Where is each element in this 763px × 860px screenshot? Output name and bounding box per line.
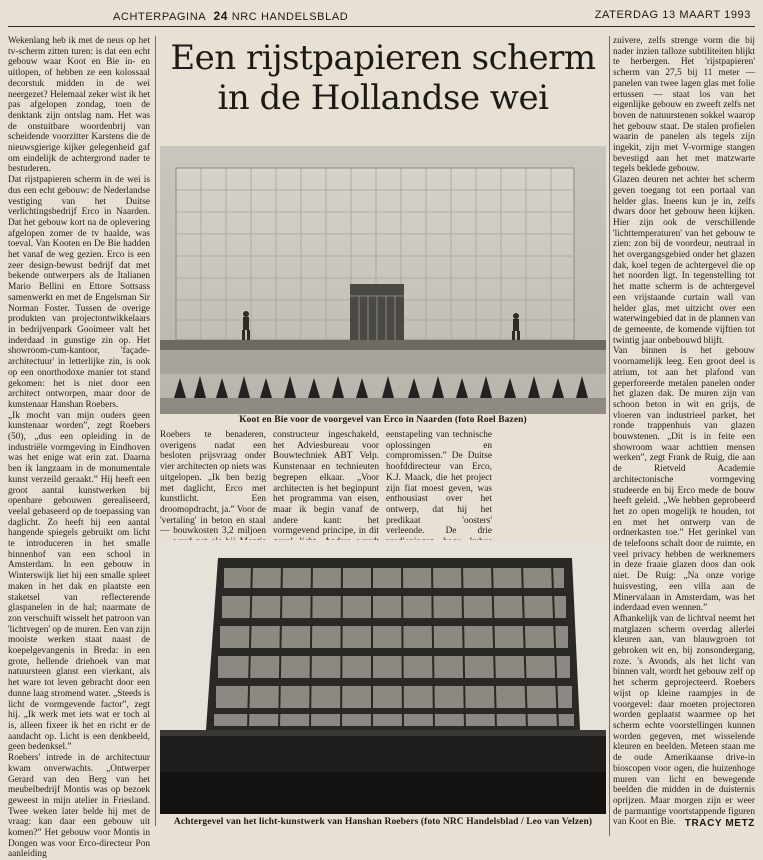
- page-header: [8, 4, 755, 27]
- paragraph: constructeur ingeschakeld, het Adviesbureau voor Bouwtechniek ABT Velp. Kunstenaar en technieuten begrepen elkaar. „Voor architecten is het beginpunt het programma van eisen, maar ik begin vanaf de andere kant: het vormgevend principe, in dit: [273, 430, 379, 537]
- rear-facade-image: [160, 540, 606, 814]
- left-text-column: [8, 36, 150, 860]
- article-headline: Een rijstpapieren scherm in de Hollandse wei: [170, 38, 596, 118]
- paragraph: Wekenlang heb ik met de neus op het tv-scherm zitten turen: is dat een echt gebouw waar Koot en Bie in- en uitlopen, of hebben ze een kolossaal decorstuk midden in de wei neergezet? Helemaal zeker wist ik het pas afgelopen zondag, toen de denktank zijn ontslag nam. Het was de onstuitbare woordenbrij van scheidende voorzitter Karstens die de nieuwsgierige kijker gelegenheid gaf om eindelijk de achtergrond nader te bestuderen.: [8, 36, 150, 175]
- page-number: 24: [213, 9, 229, 23]
- middle-text-column: [386, 430, 492, 538]
- paragraph: eenstapeling van technische oplossingen en compromissen.” De Duitse hoofddirecteur van Erco, K.J. Maack, die het project zijn fiat moest geven, was enthousiast over het ontwerp, dat hij het predikaat 'oosters' verleende. De drie: [386, 430, 492, 537]
- photo-caption-rear: Achtergevel van het licht-kunstwerk van Hanshan Roebers (foto NRC Handelsblad / Leo van Velzen): [173, 817, 593, 827]
- paragraph: Afhankelijk van de lichtval neemt het matglazen scherm overdag allerlei kleuren aan, van blauwgroen tot gebroken wit en, bij zonsondergang, roze. 's Avonds, als het licht van binnen valt, wordt het gebouw zelf op het scherm geprojecteerd. Roebers wijst op kleine raampjes in de voorgevel: daar moeten projectoren worden geplaatst waarmee op het scherm echte voorstellingen kunnen worden gegeven, met wisselende kleuren en beelden. Meteen staan me de oude Amerikaanse drive-in bioscopen voor ogen, die huizenhoge muren van licht en bewegende beelden die midden in de duisternis oprijzen. Maar morgen zijn er weer de parmantige voortstappende figuren van Koot en Bie.: [613, 613, 755, 828]
- photo-caption-front: Koot en Bie voor de voorgevel van Erco in Naarden (foto Roel Bazen): [239, 415, 527, 425]
- paragraph: Dat rijstpapieren scherm in de wei is dus een echt gebouw: de Nederlandse vestiging van het Duitse verlichtingsbedrijf Erco in Naarden. Dat het gebouw kort na de oplevering afgelopen zomer de tv haalde, was toeval. Van Kooten en De Bie hadden het vanaf de weg gezien. Erco is een zeer design-bewust bedrijf dat met bekende ontwerpers als de Italianen Mario Bellini en Ettore Sottsass samenwerkt en met de Engelsman Sir Norman Foster. Tussen de overige produkten van projectontwikkelaars in bedrijvenpark Gooimeer valt het inderdaad in gunstige zin op. Het showroom-cum-kantoor, 'façade-architectuur' in letterlijke zin, is ook op een onorthodoxe manier tot stand gekomen: het is niet door een architect ontworpen, maar door de kunstenaar Hanshan Roebers.: [8, 175, 150, 410]
- right-text-column: [613, 36, 755, 848]
- paragraph: „Ik mocht van mijn ouders geen kunstenaar worden”, zegt Roebers (50), „dus een opleiding in de industriële vormgeving in Eindhoven was het enige wat erin zat. Daarna ben ik langzaam in de monumentale kunst verzeild geraakt.” Hij heeft een groot aantal kunstwerken bij openbare gebouwen gerealiseerd, veelal gebaseerd op de toepassing van daglicht. Zo heeft hij een aantal hangende spiegels gebruikt om licht te introduceren in het smalle binnenhof van een school in Amsterdam. In een gebouw in Winterswijk liet hij een smalle spleet maken in het dak en plaatste een staketsel van reflecterende glaspanelen in de hal; naarmate de zon verschuift wisselt het patroon van 'lichtvegen' op de muren. Een van zijn mooiste werken staat naast de koepelgevangenis in Breda: in een grote, hellende driehoek van mat natuursteen glanst een vierkant, als het ware tot leven gebracht door een dunne laag stromend water. „Steeds is licht de vormgevende factor”, zegt hij. „Ik werk met iets wat er toch al is, alleen fixeer ik het en richt er de aandacht op. Licht is een denkbeeld, geen bedenksel.”: [8, 410, 150, 753]
- photo-front-facade: [160, 146, 606, 414]
- column-divider: [155, 36, 156, 826]
- paper-name: NRC HANDELSBLAD: [231, 11, 349, 23]
- photo-rear-facade: [160, 540, 606, 814]
- author-byline: TRACY METZ: [684, 818, 755, 829]
- paragraph: Roebers te benaderen, overigens nadat een besloten prijsvraag onder vier architecten op niets was uitgelopen. „Ik ben bezig met daglicht, Erco met kunstlicht. Een droomopdracht, ja.” Voor de 'vertaling' in beton en staal — bouwkosten 3,2 miljoen: [160, 430, 266, 537]
- paragraph: Roebers' intrede in de architectuur kwam onverwachts. „Ontwerper Gerard van den Berg van het meubelbedrijf Montis was op bezoek geweest in mijn atelier in Friesland. Twee weken later belde hij met de vraag: kan daar een gebouw uit komen?” Het gebouw voor Montis in Dongen was voor Erco-directeur Pon aanleiding: [8, 753, 150, 860]
- header-masthead: [113, 9, 348, 23]
- middle-text-column: [273, 430, 379, 538]
- front-facade-image: [160, 146, 606, 414]
- column-divider: [609, 36, 610, 836]
- issue-date: ZATERDAG 13 MAART 1993: [594, 9, 751, 21]
- paragraph: Glazen deuren net achter het scherm geven toegang tot een portaal van helder glas. Ineens kun je in, zelfs dwars door het gebouw heen kijken. Hier zijn ook de verschillende 'lichttemperaturen' van het gebouw te zien: zon bij de voordeur, neutraal in het overgangsgebied onder het glazen dak, koel tegen de achtergevel die op het noorden ligt. In tegenstelling tot het matte scherm is de achtergevel een vrijstaande curtain wall van helder glas, met uitzicht over een waterwingebied dat in de plannen van de gemeente, de komende vijftien tot twintig jaar onbebouwd blijft.: [613, 175, 755, 346]
- paragraph: Van binnen is het gebouw voornamelijk leeg. Een groot deel is atrium, tot aan het plafond van geperforeerde metalen panelen onder het glazen dak. De muren zijn van schoon beton in wit en grijs, de vloeren van industrieel parket, het ronde trappenhuis van glazen bouwstenen. „Dit is in feite een showroom waar achttien mensen werken”, zegt Frank de Ruig, die aan de Rietveld Academie architectonische vormgeving studeerde en bij Erco mede de bouw heeft geleid. „We hebben geprobeerd het zo open mogelijk te houden, tot en met het ontwerp van de ordnerkasten toe.” Het gerinkel van de telefoons schalt door de ruimte, en veel privacy hebben de werknemers in deze fraaie glazen doos dan ook niet. De Ruig: „Na onze vorige huisvesting, een villa aan de Minervalaan in Amsterdam, was het inderdaad even wennen.”: [613, 346, 755, 614]
- paragraph: zuivere, zelfs strenge vorm die bij nader inzien talloze subtiliteiten blijkt te herbergen. Het 'rijstpapieren' scherm van 27,5 bij 11 meter — panelen van twee lagen glas met folie ertussen — staat los van het eigenlijke gebouw en zweeft zelfs net boven de natuurstenen sokkel waarop het gebouw staat. De stalen profielen waarin de panelen als tegels zijn ingekit, zijn met V-vormige stangen bevestigd aan het met matzwarte tegels beklede gebouw.: [613, 36, 755, 175]
- section-name: ACHTERPAGINA: [113, 11, 207, 23]
- middle-text-column: [160, 430, 266, 538]
